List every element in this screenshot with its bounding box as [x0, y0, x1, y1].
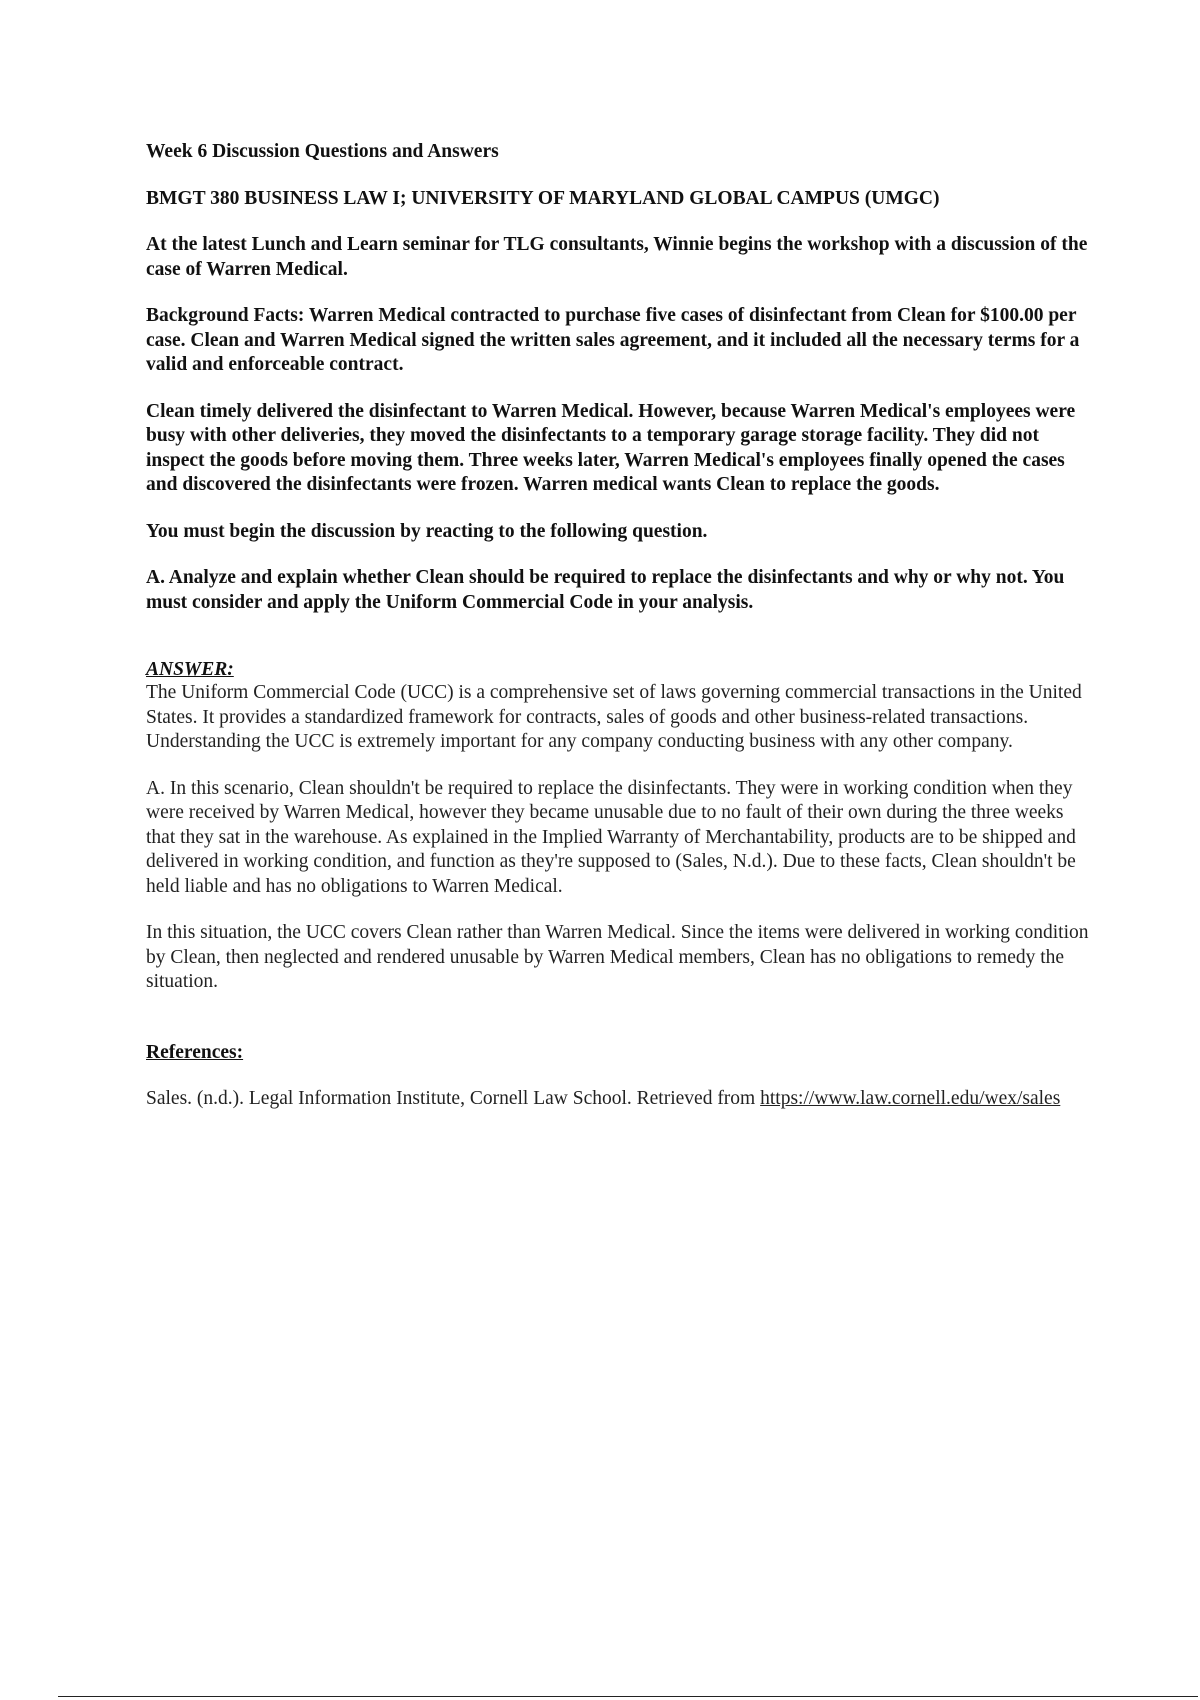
reference-citation: Sales. (n.d.). Legal Information Institute, Cornell Law School. Retrieved from	[146, 1087, 761, 1109]
course-heading: BMGT 380 BUSINESS LAW I; UNIVERSITY OF MARYLAND GLOBAL CAMPUS (UMGC)	[146, 187, 940, 209]
answer-heading: ANSWER:	[146, 659, 234, 680]
document-title: Week 6 Discussion Questions and Answers	[146, 141, 499, 162]
reference-link[interactable]: https://www.law.cornell.edu/wex/sales	[760, 1087, 1061, 1109]
instruction-paragraph: You must begin the discussion by reacting to the following question.	[146, 520, 708, 542]
background-facts-paragraph: Background Facts: Warren Medical contracted to purchase five cases of disinfectant from Clean for $100.00 per case. Clean and Warren Medical signed the written sales agreement, and it included all the necessary terms for a valid and enforceable contract.	[146, 305, 1080, 375]
question-paragraph: A. Analyze and explain whether Clean should be required to replace the disinfectants and why or why not. You must consider and apply the Uniform Commercial Code in your analysis.	[146, 567, 1065, 613]
answer-paragraph-conclusion: In this situation, the UCC covers Clean rather than Warren Medical. Since the items were delivered in working condition by Clean, then neglected and rendered unusable by Warren Medical members, Clean has no obligations to remedy the situation.	[146, 922, 1089, 992]
references-heading: References:	[146, 1041, 244, 1063]
answer-paragraph-ucc: The Uniform Commercial Code (UCC) is a comprehensive set of laws governing commercial transactions in the United States. It provides a standardized framework for contracts, sales of goods and other business-related transactions. Understanding the UCC is extremely important for any company conducting business with any other company.	[146, 682, 1082, 752]
page-bottom-rule	[58, 1696, 1198, 1697]
facts-paragraph: Clean timely delivered the disinfectant to Warren Medical. However, because Warren Medical's employees were busy with other deliveries, they moved the disinfectants to a temporary garage storage facility. They did not inspect the goods before moving them. Three weeks later, Warren Medical's employees finally opened the cases and discovered the disinfectants were frozen. Warren medical wants Clean to replace the goods.	[146, 400, 1076, 495]
reference-entry	[146, 1087, 1096, 1112]
document-page	[146, 140, 1096, 1111]
intro-paragraph: At the latest Lunch and Learn seminar for TLG consultants, Winnie begins the workshop with a discussion of the case of Warren Medical.	[146, 234, 1088, 280]
answer-paragraph-analysis: A. In this scenario, Clean shouldn't be required to replace the disinfectants. They were in working condition when they were received by Warren Medical, however they became unusable due to no fault of their own during the three weeks that they sat in the warehouse. As explained in the Implied Warranty of Merchantability, products are to be shipped and delivered in working condition, and function as they're supposed to (Sales, N.d.). Due to these facts, Clean shouldn't be held liable and has no obligations to Warren Medical.	[146, 777, 1076, 897]
